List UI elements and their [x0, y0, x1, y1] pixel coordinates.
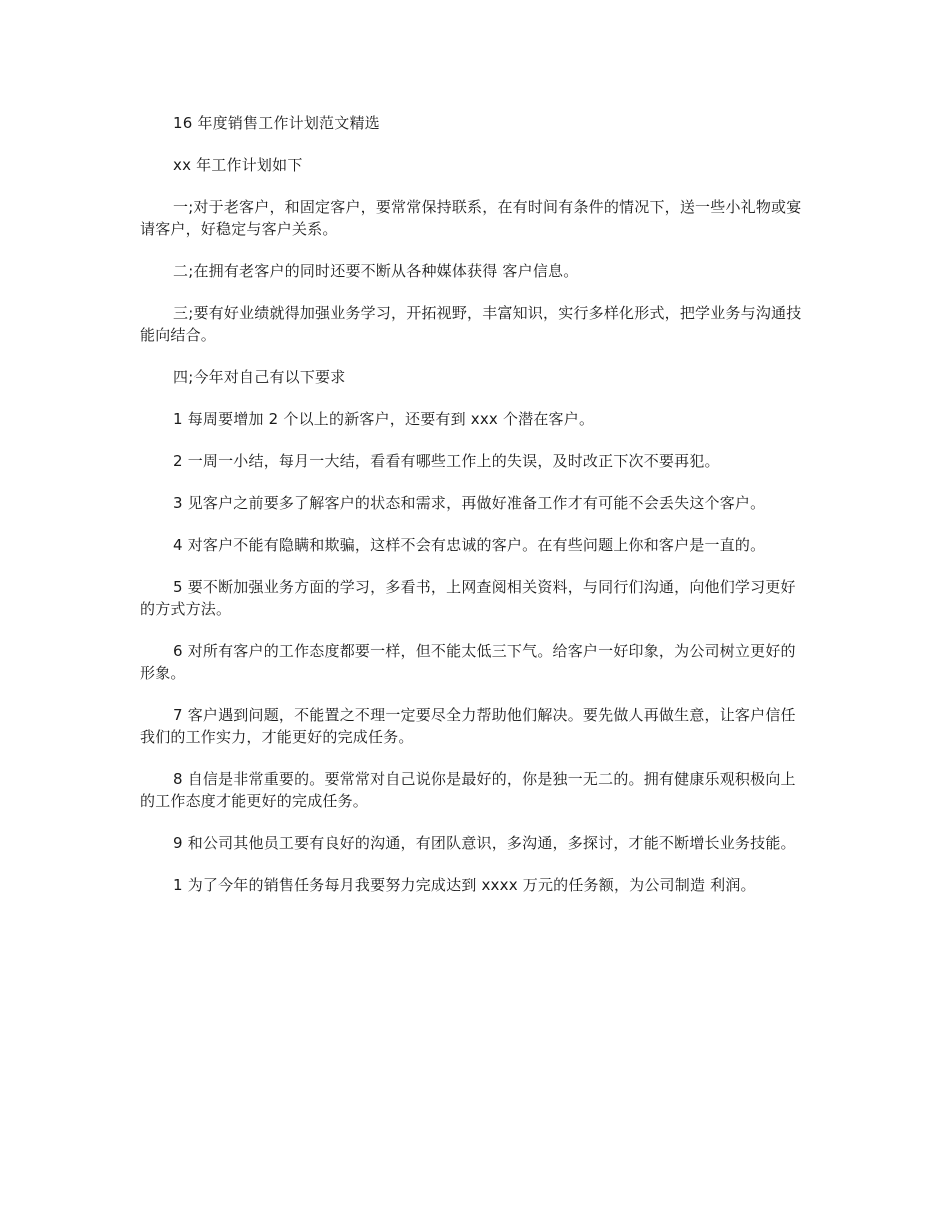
requirement-7: 7 客户遇到问题，不能置之不理一定要尽全力帮助他们解决。要先做人再做生意，让客户信任我们的工作实力，才能更好的完成任务。 — [140, 706, 796, 746]
paragraph-intro: xx 年工作计划如下 — [173, 156, 303, 174]
requirement-8: 8 自信是非常重要的。要常常对自己说你是最好的，你是独一无二的。拥有健康乐观积极向上的工作态度才能更好的完成任务。 — [140, 770, 796, 810]
paragraph-item-2: 二;在拥有老客户的同时还要不断从各种媒体获得 客户信息。 — [173, 262, 579, 280]
paragraph-item-3: 三;要有好业绩就得加强业务学习，开拓视野，丰富知识，实行多样化形式，把学业务与沟通技能向结合。 — [140, 304, 802, 344]
requirement-1: 1 每周要增加 2 个以上的新客户，还要有到 xxx 个潜在客户。 — [173, 410, 595, 428]
requirement-5: 5 要不断加强业务方面的学习，多看书，上网查阅相关资料，与同行们沟通，向他们学习更好的方式方法。 — [140, 578, 796, 618]
requirement-6: 6 对所有客户的工作态度都要一样，但不能太低三下气。给客户一好印象，为公司树立更好的形象。 — [140, 642, 796, 682]
sales-target: 1 为了今年的销售任务每月我要努力完成达到 xxxx 万元的任务额，为公司制造 利润。 — [173, 876, 756, 894]
requirement-4: 4 对客户不能有隐瞒和欺骗，这样不会有忠诚的客户。在有些问题上你和客户是一直的。 — [173, 536, 766, 554]
requirement-2: 2 一周一小结，每月一大结，看看有哪些工作上的失误，及时改正下次不要再犯。 — [173, 452, 720, 470]
paragraph-item-4: 四;今年对自己有以下要求 — [173, 368, 346, 386]
document-body — [140, 112, 810, 916]
paragraph-item-1: 一;对于老客户，和固定客户，要常常保持联系，在有时间有条件的情况下，送一些小礼物或宴请客户，好稳定与客户关系。 — [140, 198, 802, 238]
document-title: 16 年度销售工作计划范文精选 — [173, 114, 380, 132]
requirement-3: 3 见客户之前要多了解客户的状态和需求，再做好准备工作才有可能不会丢失这个客户。 — [173, 494, 766, 512]
requirement-9: 9 和公司其他员工要有良好的沟通，有团队意识，多沟通，多探讨，才能不断增长业务技能。 — [173, 834, 796, 852]
